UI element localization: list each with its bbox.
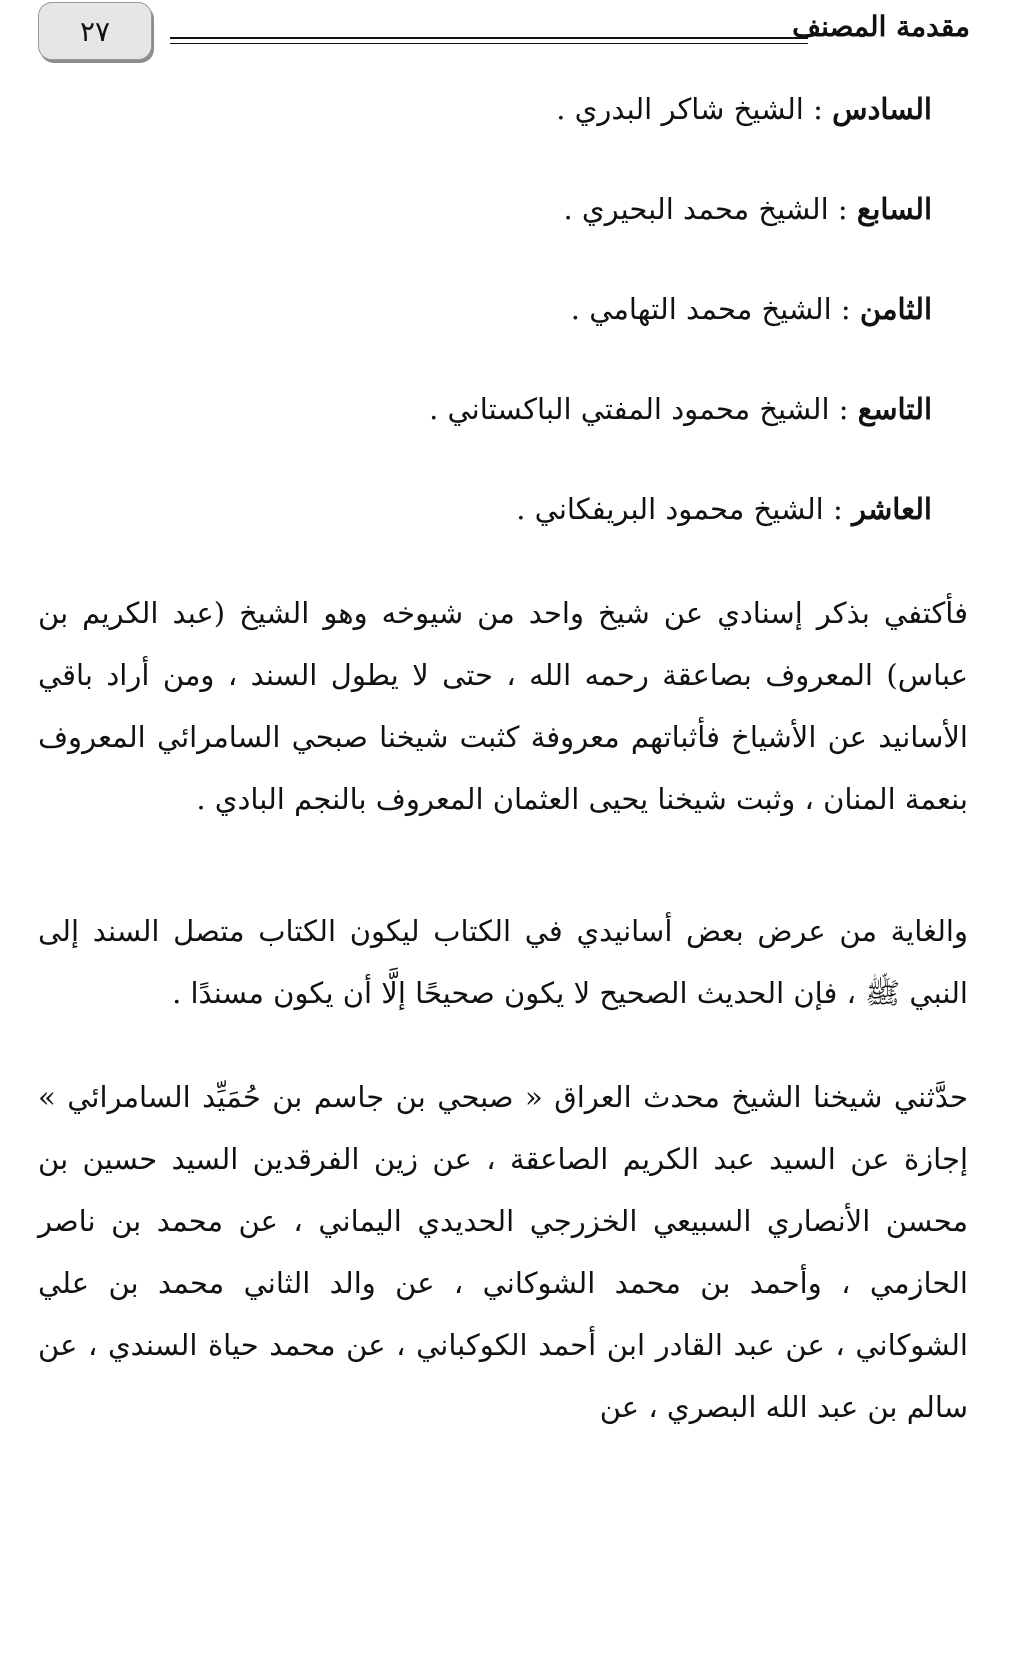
paragraph-text: فأكتفي بذكر إسنادي عن شيخ واحد من شيوخه وهو الشيخ (عبد الكريم بن عباس) المعروف بصاعقة رحمه الله ، حتى لا يطول السند ، ومن أراد باقي الأسانيد عن الأشياخ فأثباتهم معروفة كثبت شيخنا صبحي السامرائي المعروف بنعمة المنان ، وثبت شيخنا يحيى العثمان المعروف بالنجم البادي .	[38, 596, 968, 816]
list-item-text: الشيخ شاكر البدري .	[556, 92, 804, 126]
list-item	[516, 492, 932, 526]
list-item-separator: :	[828, 192, 857, 226]
paragraph-text: والغاية من عرض بعض أسانيدي في الكتاب ليكون الكتاب متصل السند إلى النبي ﷺ ، فإن الحديث الصحيح لا يكون صحيحًا إلَّا أن يكون مسندًا .	[38, 914, 968, 1010]
paragraph-text: حدَّثني شيخنا الشيخ محدث العراق « صبحي بن جاسم بن حُمَيِّد السامرائي » إجازة عن السيد عبد الكريم الصاعقة ، عن زين الفرقدين السيد حسين بن محسن الأنصاري السبيعي الخزرجي الحديدي اليماني ، عن محمد بن ناصر الحازمي ، وأحمد بن محمد الشوكاني ، عن والد الثاني محمد بن علي الشوكاني ، عن عبد القادر ابن أحمد الكوكباني ، عن محمد حياة السندي ، عن سالم بن عبد الله البصري ، عن	[38, 1080, 968, 1424]
list-item-text: الشيخ محمود البريفكاني .	[516, 492, 824, 526]
list-item-ordinal: السابع	[856, 192, 932, 226]
list-item-separator: :	[823, 492, 852, 526]
list-item-ordinal: العاشر	[851, 492, 932, 526]
running-title: مقدمة المصنف	[792, 10, 970, 43]
list-item-separator: :	[831, 292, 860, 326]
list-item	[556, 92, 932, 126]
page-number-badge	[38, 2, 152, 60]
page-number: ٢٧	[79, 14, 111, 48]
list-item-separator: :	[803, 92, 833, 126]
list-item	[429, 392, 932, 426]
list-item-separator: :	[829, 392, 858, 426]
body-paragraph	[38, 900, 968, 1024]
list-item	[564, 192, 933, 226]
list-item-ordinal: السادس	[832, 92, 932, 126]
list-item-ordinal: التاسع	[857, 392, 932, 426]
body-paragraph	[38, 1066, 968, 1438]
header-rule-top	[170, 37, 808, 39]
header-rule-bottom	[170, 43, 808, 44]
list-item-text: الشيخ محمد التهامي .	[570, 292, 832, 326]
body-paragraph	[38, 582, 968, 830]
list-item-text: الشيخ محمد البحيري .	[563, 192, 829, 226]
list-item-ordinal: الثامن	[859, 292, 932, 326]
list-item-text: الشيخ محمود المفتي الباكستاني .	[429, 392, 830, 426]
list-item	[571, 292, 932, 326]
